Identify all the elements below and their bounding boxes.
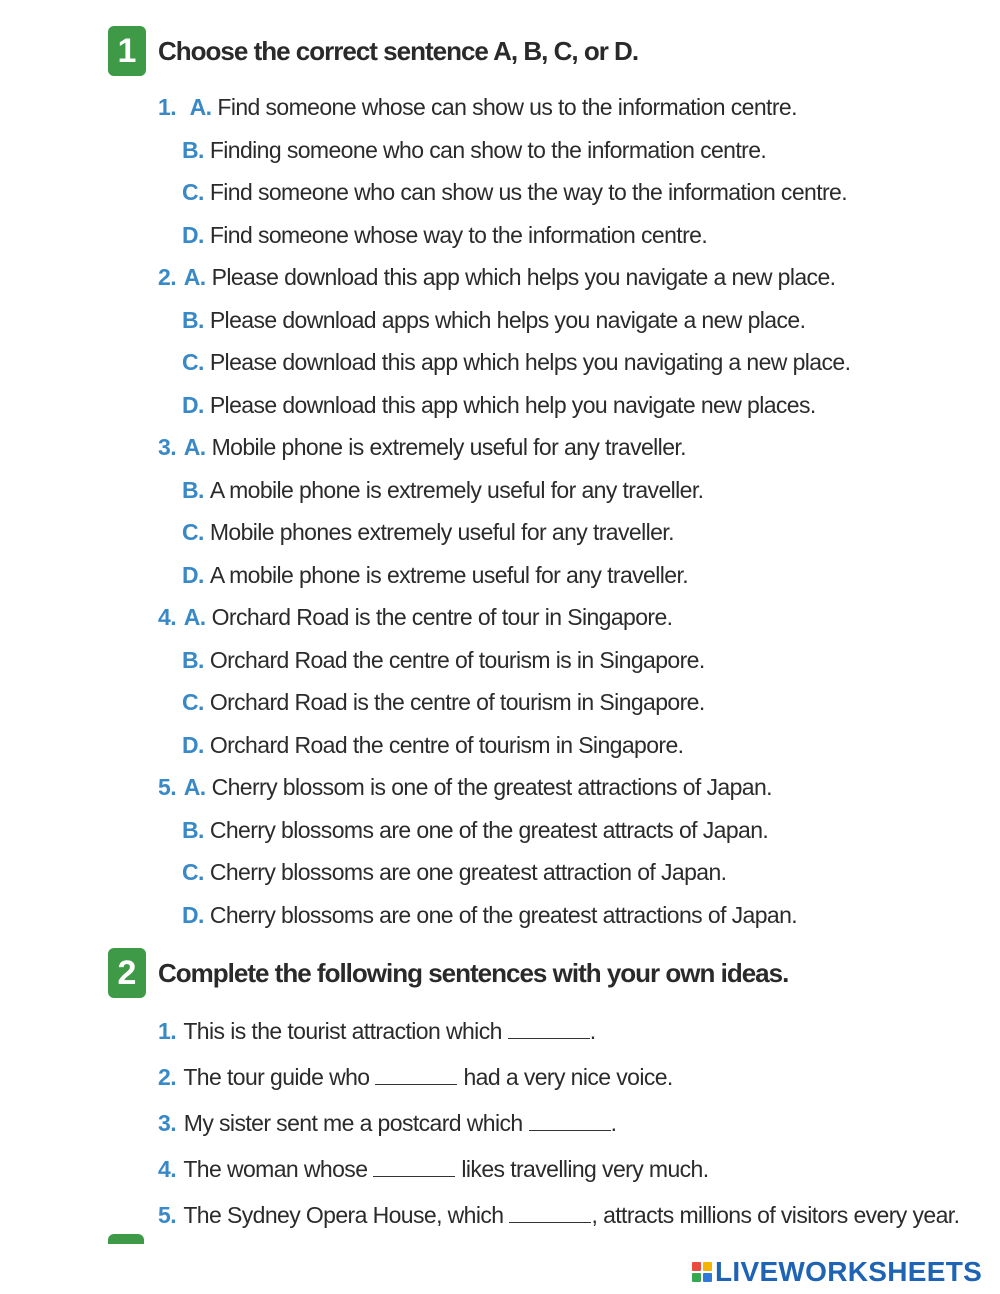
option-letter: B. bbox=[182, 306, 204, 333]
answer-option bbox=[182, 562, 688, 589]
item-number: 3. bbox=[158, 1110, 176, 1136]
option-letter: D. bbox=[182, 561, 204, 588]
answer-option bbox=[182, 817, 768, 844]
completion-sentence bbox=[158, 1064, 673, 1091]
answer-option bbox=[182, 732, 683, 759]
option-text: Orchard Road the centre of tourism is in Singapore. bbox=[209, 646, 705, 673]
answer-option bbox=[182, 179, 847, 206]
answer-blank[interactable] bbox=[509, 1204, 591, 1223]
option-text: Cherry blossoms are one of the greatest attractions of Japan. bbox=[209, 901, 798, 928]
option-text: Orchard Road is the centre of tour in Singapore. bbox=[211, 604, 673, 630]
option-letter: B. bbox=[182, 476, 204, 503]
section-2-header bbox=[108, 948, 788, 998]
answer-option bbox=[182, 519, 674, 546]
answer-option bbox=[182, 902, 797, 929]
answer-blank[interactable] bbox=[373, 1158, 455, 1177]
option-text: Please download this app which help you navigate new places. bbox=[209, 391, 816, 418]
logo-text: LIVEWORKSHEETS bbox=[715, 1256, 983, 1287]
answer-option bbox=[158, 604, 672, 631]
answer-option bbox=[158, 264, 835, 291]
option-text: Cherry blossoms are one greatest attraction of Japan. bbox=[209, 859, 727, 885]
section-number-badge: 1 bbox=[108, 26, 146, 76]
sentence-start: My sister sent me a postcard which bbox=[183, 1110, 523, 1136]
option-text: Cherry blossoms are one of the greatest attracts of Japan. bbox=[209, 816, 769, 843]
question-number: 1. bbox=[158, 94, 176, 120]
answer-option bbox=[182, 392, 816, 419]
sentence-end: likes travelling very much. bbox=[461, 1156, 709, 1182]
answer-option bbox=[182, 222, 707, 249]
option-text: Mobile phones extremely useful for any traveller. bbox=[209, 519, 674, 545]
option-letter: D. bbox=[182, 731, 204, 758]
option-letter: C. bbox=[182, 859, 204, 885]
answer-option bbox=[182, 859, 726, 886]
sentence-start: The Sydney Opera House, which bbox=[183, 1202, 504, 1228]
option-text: Please download this app which helps you navigate a new place. bbox=[211, 264, 836, 290]
section-1-header bbox=[108, 26, 638, 76]
answer-blank[interactable] bbox=[529, 1112, 611, 1131]
sentence-end: . bbox=[589, 1018, 596, 1044]
answer-option bbox=[182, 689, 705, 716]
option-text: Please download apps which helps you navigate a new place. bbox=[209, 306, 806, 333]
sentence-end: , attracts millions of visitors every year. bbox=[591, 1202, 960, 1228]
option-letter: C. bbox=[182, 519, 204, 545]
completion-sentence bbox=[158, 1018, 596, 1045]
sentence-end: . bbox=[610, 1110, 617, 1136]
answer-option bbox=[182, 477, 703, 504]
next-section-badge-edge bbox=[108, 1234, 144, 1244]
section-title: Choose the correct sentence A, B, C, or D. bbox=[158, 35, 639, 66]
option-text: Find someone whose can show us to the information centre. bbox=[217, 94, 797, 120]
section-title: Complete the following sentences with your own ideas. bbox=[158, 957, 789, 988]
item-number: 1. bbox=[158, 1018, 176, 1044]
option-text: A mobile phone is extreme useful for any traveller. bbox=[209, 561, 689, 588]
answer-blank[interactable] bbox=[508, 1020, 590, 1039]
completion-sentence bbox=[158, 1202, 959, 1229]
answer-option bbox=[182, 137, 766, 164]
option-text: Orchard Road is the centre of tourism in Singapore. bbox=[209, 689, 705, 715]
option-text: A mobile phone is extremely useful for any traveller. bbox=[209, 476, 704, 503]
answer-option bbox=[182, 647, 705, 674]
completion-sentence bbox=[158, 1110, 616, 1137]
option-letter: D. bbox=[182, 901, 204, 928]
answer-option bbox=[182, 349, 850, 376]
answer-option bbox=[158, 774, 772, 801]
liveworksheets-logo bbox=[692, 1256, 982, 1288]
answer-option bbox=[158, 434, 686, 461]
option-letter: C. bbox=[182, 179, 204, 205]
option-letter: A. bbox=[183, 604, 206, 630]
item-number: 5. bbox=[158, 1202, 176, 1228]
question-number: 2. bbox=[158, 264, 176, 290]
sentence-start: The woman whose bbox=[183, 1156, 368, 1182]
item-number: 2. bbox=[158, 1064, 176, 1090]
section-number-badge: 2 bbox=[108, 948, 146, 998]
option-letter: D. bbox=[182, 391, 204, 418]
option-letter: D. bbox=[182, 221, 204, 248]
option-text: Finding someone who can show to the information centre. bbox=[209, 136, 767, 163]
logo-icon bbox=[692, 1262, 712, 1282]
option-text: Find someone who can show us the way to the information centre. bbox=[209, 179, 848, 205]
question-number: 4. bbox=[158, 604, 176, 630]
option-letter: C. bbox=[182, 349, 204, 375]
option-letter: A. bbox=[183, 774, 206, 800]
option-letter: C. bbox=[182, 689, 204, 715]
answer-option bbox=[158, 94, 797, 121]
option-letter: A. bbox=[189, 94, 212, 120]
sentence-start: The tour guide who bbox=[183, 1064, 370, 1090]
item-number: 4. bbox=[158, 1156, 176, 1182]
sentence-end: had a very nice voice. bbox=[463, 1064, 673, 1090]
answer-option bbox=[182, 307, 805, 334]
sentence-start: This is the tourist attraction which bbox=[183, 1018, 502, 1044]
option-text: Cherry blossom is one of the greatest attractions of Japan. bbox=[211, 774, 772, 800]
option-letter: A. bbox=[183, 264, 206, 290]
option-text: Orchard Road the centre of tourism in Singapore. bbox=[209, 731, 684, 758]
completion-sentence bbox=[158, 1156, 709, 1183]
option-letter: B. bbox=[182, 646, 204, 673]
option-text: Please download this app which helps you navigating a new place. bbox=[209, 349, 851, 375]
option-letter: B. bbox=[182, 816, 204, 843]
option-text: Mobile phone is extremely useful for any traveller. bbox=[211, 434, 686, 460]
option-text: Find someone whose way to the information centre. bbox=[209, 221, 708, 248]
question-number: 5. bbox=[158, 774, 176, 800]
option-letter: B. bbox=[182, 136, 204, 163]
option-letter: A. bbox=[183, 434, 206, 460]
answer-blank[interactable] bbox=[375, 1066, 457, 1085]
question-number: 3. bbox=[158, 434, 176, 460]
